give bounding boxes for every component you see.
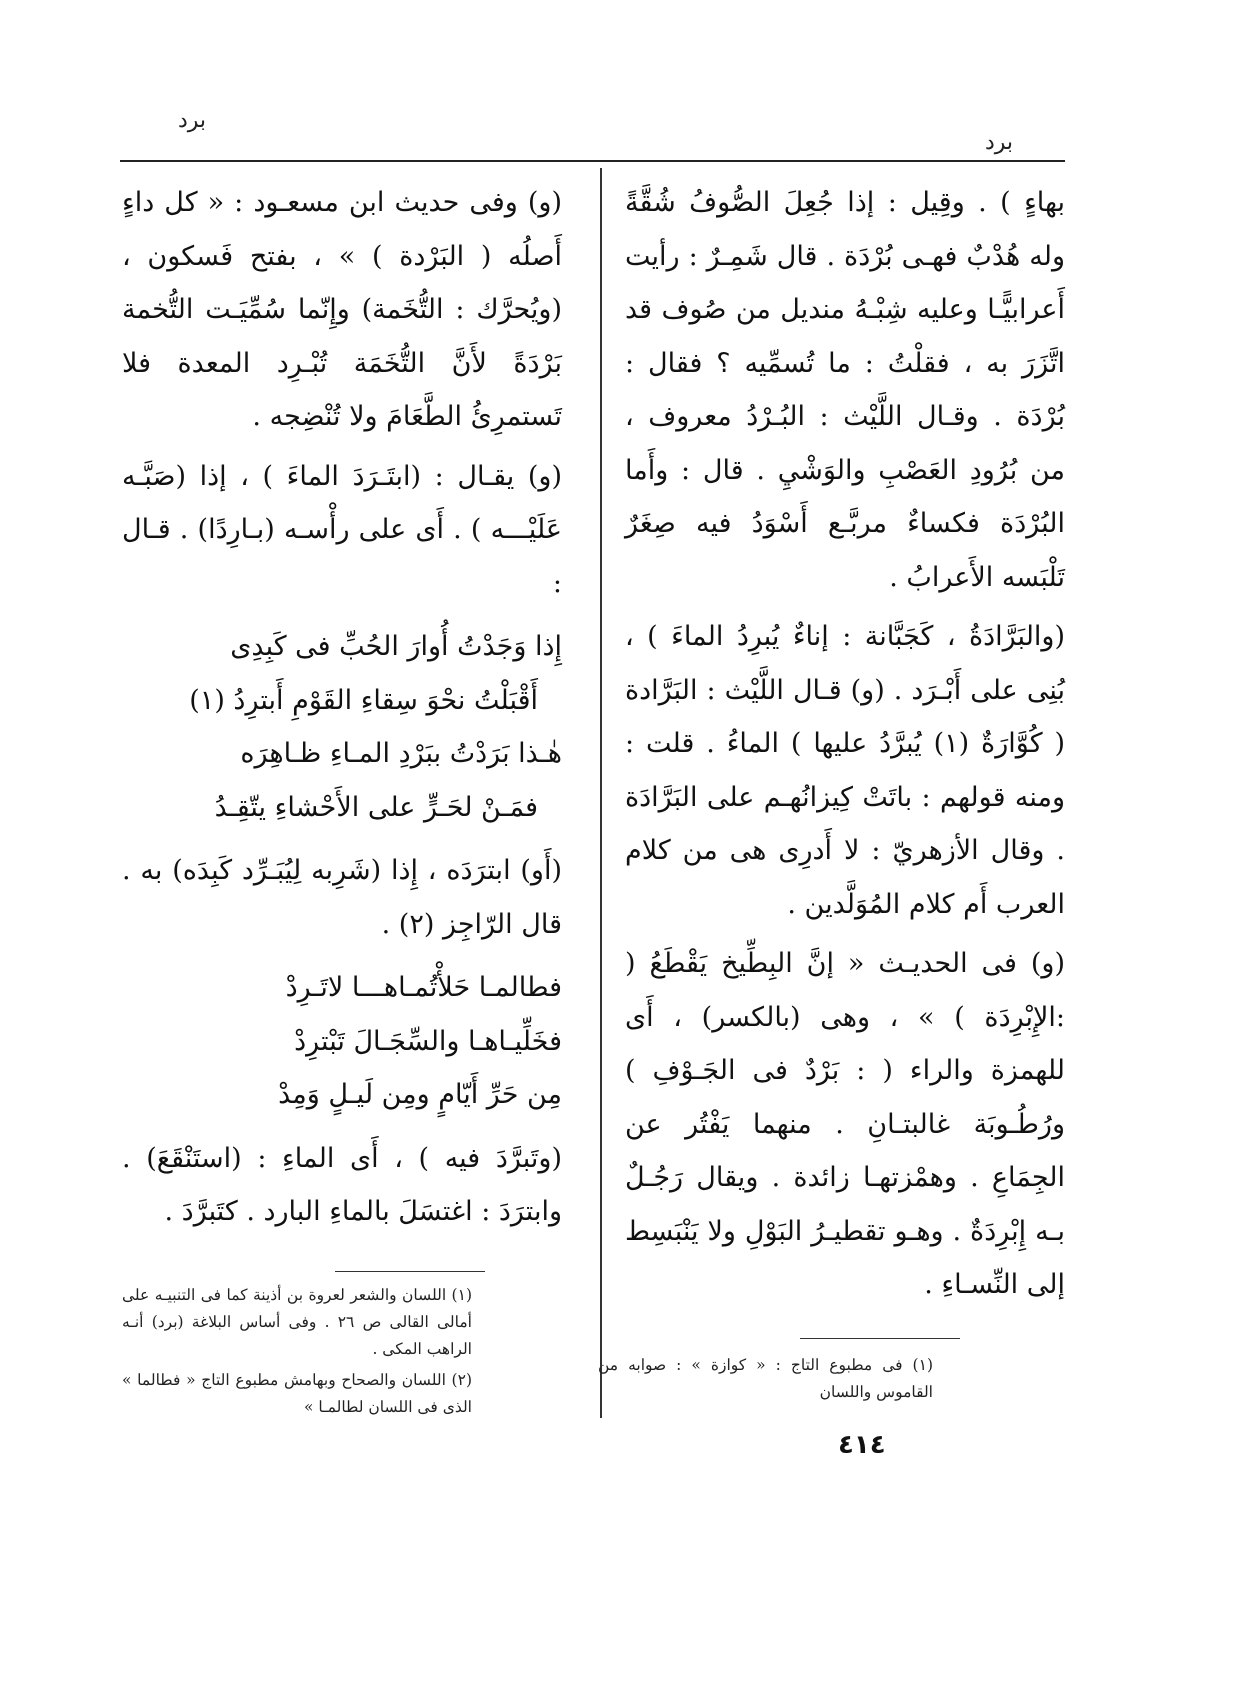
footnote: (١) فى مطبوع التاج : « كوازة » : صوابه من القاموس واللسان (598, 1356, 933, 1401)
left-paragraph-3: (أَو) ابترَدَه ، إِذا (شَرِبه لِيُبَـرِّد كَبِدَه) به . قال الرّاجِز (٢) . (122, 855, 562, 940)
verse-line: أَقْبَلْتُ نحْوَ سِقاءِ القَوْمِ أَبترِدُ (١) (189, 684, 538, 716)
header-rule (120, 160, 1065, 162)
page-number: ٤١٤ (838, 1430, 886, 1460)
footnotes-right (598, 1352, 933, 1410)
running-head-right: برد (985, 130, 1014, 155)
verse-block-2 (122, 961, 562, 1122)
footnote-rule-left (335, 1271, 485, 1272)
footnote: (٢) اللسان والصحاح وبهامش مطبوع التاج « فطالما » الذى فى اللسان لطالمـا » (122, 1371, 472, 1416)
verse-line: إِذا وَجَدْتُ أُوارَ الحُبِّ فى كَبِدِى (230, 631, 562, 662)
left-paragraph-4: (وتَبرَّدَ فيه ) ، أَى الماءِ : (استَنْقَعَ) . وابترَدَ : اغتسَلَ بالماءِ البارد . كتَبرَّدَ . (122, 1142, 562, 1227)
left-column (122, 176, 562, 1239)
running-head-left: برد (178, 108, 207, 133)
verse-line: فخَلِّيـاهـا والسِّجَـالَ تَبْترِدْ (294, 1025, 562, 1057)
footnote: (١) اللسان والشعر لعروة بن أذينة كما فى التنبيـه على أمالى القالى ص ٢٦ . وفى أساس البلاغة (برد) أنـه الراهب المكى . (122, 1286, 472, 1358)
right-column (625, 176, 1065, 1312)
verse-line: هٰـذا بَرَدْتُ ببَرْدِ المـاءِ ظـاهِرَه (240, 738, 562, 769)
verse-line: فمَـنْ لحَـرٍّ على الأَحْشاءِ يتّقِـدُ (214, 791, 538, 823)
column-divider (600, 168, 602, 1418)
verse-line: مِن حَرِّ أَيّامٍ ومِن لَيـلٍ وَمِدْ (278, 1079, 562, 1110)
right-paragraph-3: (و) فى الحديـث « إنَّ البِطِّيخ يَقْطَعُ ( :الإِبْرِدَة ) » ، وهى (بالكسر) ، أَى للهمزة والراء ( : بَرْدٌ فى الجَـوْفِ ) ورُطُـوبَة غالبتـانِ . منهما يَفْتُر عن الجِمَاعِ . وهمْزتهـا زائدة . ويقال رَجُـلٌ بـه إِبْرِدَةٌ . وهـو تقطيـرُ البَوْلِ ولا يَنْبَسِط إلى النِّسـاءِ . (625, 948, 1065, 1300)
verse-line: فطالمـا حَلأْتُمـاهـــا لاتَـرِدْ (285, 972, 562, 1003)
footnotes-left (122, 1282, 472, 1425)
right-paragraph-2: (والبَرَّادَةُ ، كَجَبَّانة : إناءٌ يُبرِدُ الماءَ ) ، بُنِى على أَبْـرَد . (و) قـال اللَّيْث : البَرَّادة ( كُوَّارَةٌ (١) يُبرَّدُ عليها ) الماءُ . قلت : ومنه قولهم : باتَتْ كِيزانُهـم على البَرَّادَة . وقال الأزهريّ : لا أَدرِى هى من كلام العرب أَم كلام المُوَلَّدين . (625, 621, 1065, 920)
right-paragraph-1: بهاءٍ ) . وقِيل : إذا جُعِلَ الصُّوفُ شُقَّةً وله هُدْبٌ فهـى بُرْدَة . قال شَمِـرٌ : رأيت أَعرابيًّـا وعليه شِبْـهُ منديل من صُوف قد اتَّزَرَ به ، فقلْتُ : ما تُسمِّيه ؟ فقال : بُرْدَة . وقـال اللَّيْث : البُـرْدُ معروف ، من بُرُودِ العَصْبِ والوَشْيِ . قال : وأَما البُرْدَة فكساءٌ مربَّـع أَسْوَدُ فيه صِغَرٌ تَلْبَسه الأَعرابُ . (625, 187, 1065, 593)
footnote-rule-right (800, 1338, 960, 1339)
left-paragraph-2: (و) يقـال : (ابتَـرَدَ الماءَ ) ، إذا (صَبَّـه عَلَيْـــه ) . أَى على رأْسـه (بـارِدًا) . قـال : (122, 460, 562, 599)
left-paragraph-1: (و) وفى حديث ابن مسعـود : « كل داءٍ أَصلُه ( البَرْدة ) » ، بفتح فَسكون ، (ويُحرَّك : التُّخَمة) وإِنّما سُمِّيَـت التُّخمة بَرْدَةً لأَنَّ التُّخَمَة تُبْـرِد المعدة فلا تَستمرِئُ الطَّعَامَ ولا تُنْضِجه . (122, 187, 562, 432)
verse-block-1 (122, 620, 562, 834)
